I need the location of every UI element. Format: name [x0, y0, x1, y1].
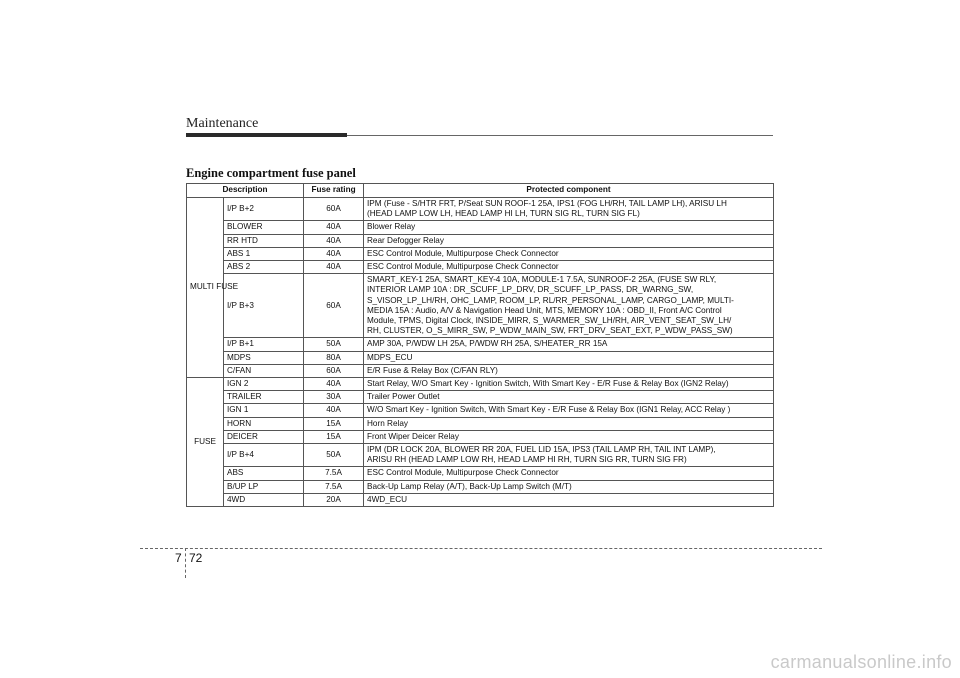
page-header-title: Maintenance [186, 116, 259, 131]
table-row [187, 364, 774, 377]
fuse-description: ABS 2 [224, 261, 304, 274]
protected-component: 4WD_ECU [364, 493, 774, 506]
table-row [187, 221, 774, 234]
fuse-description: RR HTD [224, 234, 304, 247]
fuse-description: BLOWER [224, 221, 304, 234]
protected-component: W/O Smart Key - Ignition Switch, With Smart Key - E/R Fuse & Relay Box (IGN1 Relay, ACC Relay ) [364, 404, 774, 417]
fuse-description: HORN [224, 417, 304, 430]
footer-dashed-divider [185, 548, 186, 578]
fuse-rating: 60A [304, 364, 364, 377]
header-rule-thin [347, 135, 773, 136]
protected-component: ESC Control Module, Multipurpose Check Connector [364, 247, 774, 260]
table-row [187, 247, 774, 260]
table-row [187, 417, 774, 430]
protected-component: SMART_KEY-1 25A, SMART_KEY-4 10A, MODULE-1 7.5A, SUNROOF-2 25A, (FUSE SW RLY, INTERIOR LAMP 10A : DR_SCUFF_LP_DRV, DR_SCUFF_LP_PASS, DR_WARNG_SW, S_VISOR_LP_LH/RH, OHC_LAMP, ROOM_LP, RL/RR_PERSONAL_LAMP, CARGO_LAMP, MULTI- MEDIA 15A : Audio, A/V & Navigation Head Unit, MTS, MEMORY 10A : OBD_II, Front A/C Control Module, TPMS, Digital Clock, INSIDE_MIRR, S_WARMER_SW_LH/RH, AIR_VENT_SEAT_SW_LH/ RH, CLUSTER, O_S_MIRR_SW, P_WDW_MAIN_SW, FRT_DRV_SEAT_EXT, P_WDW_PASS_SW) [364, 274, 774, 338]
fuse-rating: 7.5A [304, 480, 364, 493]
protected-component: E/R Fuse & Relay Box (C/FAN RLY) [364, 364, 774, 377]
fuse-description: MDPS [224, 351, 304, 364]
table-row [187, 493, 774, 506]
protected-component: MDPS_ECU [364, 351, 774, 364]
fuse-description: IGN 2 [224, 378, 304, 391]
table-row [187, 391, 774, 404]
fuse-rating: 40A [304, 247, 364, 260]
section-title: Engine compartment fuse panel [186, 166, 356, 180]
table-row [187, 444, 774, 467]
fuse-description: TRAILER [224, 391, 304, 404]
fuse-description: B/UP LP [224, 480, 304, 493]
group-label: FUSE [187, 378, 224, 507]
fuse-rating: 20A [304, 493, 364, 506]
header-rule-thick [186, 133, 347, 137]
fuse-description: ABS 1 [224, 247, 304, 260]
fuse-description: C/FAN [224, 364, 304, 377]
fuse-rating: 60A [304, 198, 364, 221]
fuse-rating: 7.5A [304, 467, 364, 480]
header-fuse-rating: Fuse rating [304, 184, 364, 198]
fuse-rating: 15A [304, 430, 364, 443]
fuse-rating: 50A [304, 338, 364, 351]
fuse-rating: 30A [304, 391, 364, 404]
table-row [187, 404, 774, 417]
table-row [187, 480, 774, 493]
protected-component: Start Relay, W/O Smart Key - Ignition Switch, With Smart Key - E/R Fuse & Relay Box (IGN2 Relay) [364, 378, 774, 391]
fuse-description: IGN 1 [224, 404, 304, 417]
table-row [187, 351, 774, 364]
protected-component: Trailer Power Outlet [364, 391, 774, 404]
fuse-description: I/P B+2 [224, 198, 304, 221]
fuse-description: ABS [224, 467, 304, 480]
fuse-description: I/P B+4 [224, 444, 304, 467]
fuse-rating: 50A [304, 444, 364, 467]
fuse-rating: 60A [304, 274, 364, 338]
fuse-description: I/P B+1 [224, 338, 304, 351]
protected-component: Blower Relay [364, 221, 774, 234]
fuse-description: I/P B+3 [224, 274, 304, 338]
protected-component: Horn Relay [364, 417, 774, 430]
fuse-rating: 40A [304, 404, 364, 417]
fuse-table-body [187, 198, 774, 507]
protected-component: IPM (Fuse - S/HTR FRT, P/Seat SUN ROOF-1 25A, IPS1 (FOG LH/RH, TAIL LAMP LH), ARISU LH (HEAD LAMP LOW LH, HEAD LAMP HI LH, TURN SIG RL, TURN SIG FL) [364, 198, 774, 221]
fuse-rating: 80A [304, 351, 364, 364]
chapter-number: 7 [175, 551, 182, 565]
protected-component: ESC Control Module, Multipurpose Check Connector [364, 261, 774, 274]
protected-component: ESC Control Module, Multipurpose Check Connector [364, 467, 774, 480]
protected-component: Front Wiper Deicer Relay [364, 430, 774, 443]
fuse-table [186, 183, 774, 507]
fuse-description: DEICER [224, 430, 304, 443]
fuse-rating: 40A [304, 378, 364, 391]
table-header-row [187, 184, 774, 198]
fuse-rating: 15A [304, 417, 364, 430]
table-row [187, 430, 774, 443]
table-row [187, 274, 774, 338]
header-protected-component: Protected component [364, 184, 774, 198]
table-row [187, 234, 774, 247]
protected-component: AMP 30A, P/WDW LH 25A, P/WDW RH 25A, S/HEATER_RR 15A [364, 338, 774, 351]
fuse-rating: 40A [304, 234, 364, 247]
table-row [187, 467, 774, 480]
footer-dashed-rule [140, 548, 822, 549]
protected-component: IPM (DR LOCK 20A, BLOWER RR 20A, FUEL LID 15A, IPS3 (TAIL LAMP RH, TAIL INT LAMP), ARISU RH (HEAD LAMP LOW RH, HEAD LAMP HI RH, TURN SIG RR, TURN SIG FR) [364, 444, 774, 467]
watermark: carmanualsonline.info [770, 652, 952, 672]
group-label: MULTI FUSE [187, 198, 224, 378]
fuse-rating: 40A [304, 261, 364, 274]
table-row [187, 261, 774, 274]
fuse-rating: 40A [304, 221, 364, 234]
fuse-description: 4WD [224, 493, 304, 506]
table-row [187, 198, 774, 221]
protected-component: Rear Defogger Relay [364, 234, 774, 247]
page-number: 72 [189, 551, 203, 565]
table-row [187, 338, 774, 351]
table-row [187, 378, 774, 391]
header-description: Description [187, 184, 304, 198]
protected-component: Back-Up Lamp Relay (A/T), Back-Up Lamp Switch (M/T) [364, 480, 774, 493]
